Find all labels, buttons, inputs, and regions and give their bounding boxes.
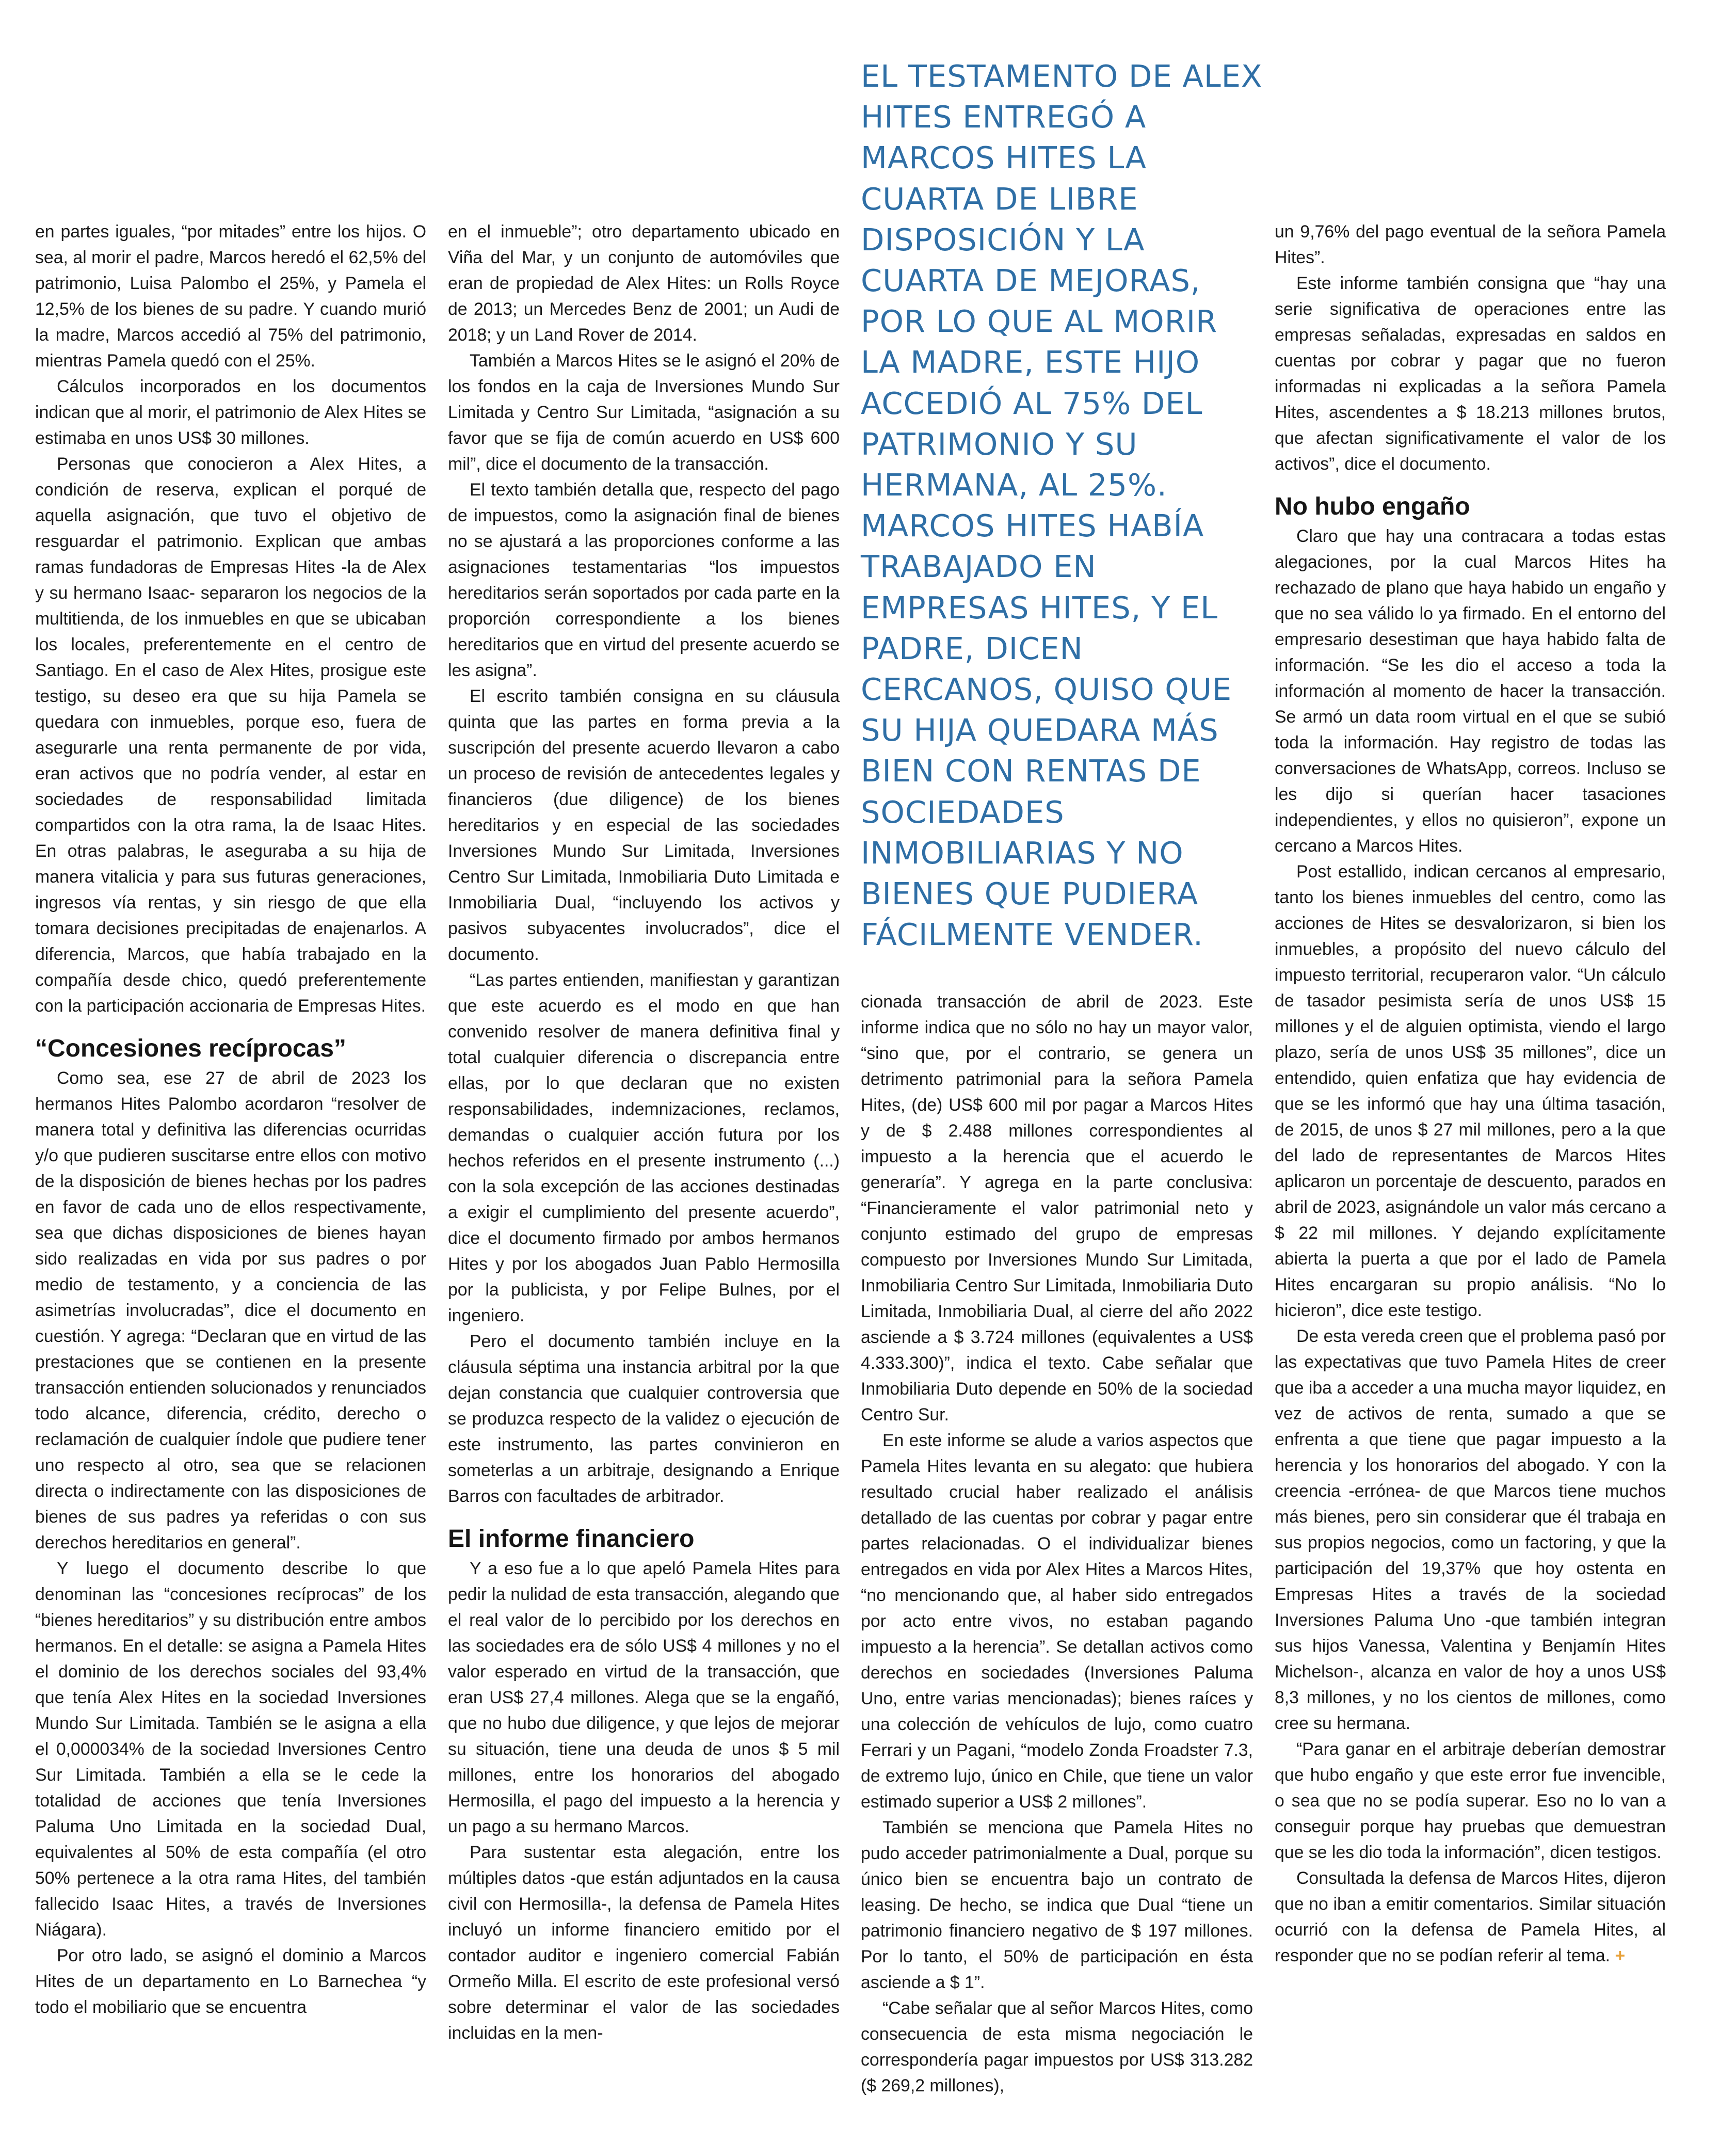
- section-heading: No hubo engaño: [1275, 493, 1470, 520]
- paragraph: El escrito también consigna en su cláusula quinta que las partes en forma previa a la suscripción del presente acuerdo llevaron a cabo un proceso de revisión de antecedentes legales y financieros (due diligence) de los bienes hereditarios y en especial de las sociedades Inversiones Mundo Sur Limitada, Inversiones Centro Sur Limitada, Inmobiliaria Duto Limitada e Inmobiliaria Dual, “incluyendo los activos y pasivos subyacentes involucrados”, dice el documento.: [448, 686, 840, 964]
- paragraph: También a Marcos Hites se le asignó el 20% de los fondos en la caja de Inversiones Mundo Sur Limitada y Centro Sur Limitada, “asignación a su favor que se fija de común acuerdo en US$ 600 mil”, dice el documento de la transacción.: [448, 351, 840, 474]
- section-heading: El informe financiero: [448, 1525, 695, 1553]
- paragraph: un 9,76% del pago eventual de la señora Pamela Hites”.: [1275, 222, 1666, 267]
- column-2: [448, 219, 840, 2046]
- paragraph: Personas que conocieron a Alex Hites, a condición de reserva, explican el porqué de aquella asignación, que tuvo el objetivo de resguardar el patrimonio. Explican que ambas ramas fundadoras de Empresas Hites -la de Alex y su hermano Isaac- separaron los negocios de la multitienda, de los inmuebles en que se ubicaban los locales, preferentemente en el centro de Santiago. En el caso de Alex Hites, prosigue este testigo, su deseo era que su hija Pamela se quedara con inmuebles, porque eso, fuera de asegurarle una renta permanente de por vida, eran activos que no podría vender, al estar en sociedades de responsabilidad limitada compartidos con la otra rama, la de Isaac Hites. En otras palabras, le aseguraba a su hija de manera vitalicia y para sus futuras generaciones, ingresos vía rentas, y sin riesgo de que ella tomara decisiones precipitadas de enajenarlos. A diferencia, Marcos, que había trabajado en la compañía desde chico, quedó preferentemente con la participación accionaria de Empresas Hites.: [35, 454, 426, 1016]
- paragraph: en partes iguales, “por mitades” entre los hijos. O sea, al morir el padre, Marcos heredó el 62,5% del patrimonio, Luisa Palombo el 25%, y Pamela el 12,5% de los bienes de su padre. Y cuando murió la madre, Marcos accedió al 75% del patrimonio, mientras Pamela quedó con el 25%.: [35, 222, 426, 371]
- paragraph: Este informe también consigna que “hay una serie significativa de operaciones entre las empresas señaladas, expresadas en saldos en cuentas por cobrar y pagar que no fueron informadas ni explicadas a la señora Pamela Hites, ascendentes a $ 18.213 millones brutos, que afectan significativamente el valor de los activos”, dice el documento.: [1275, 274, 1666, 474]
- paragraph: “Cabe señalar que al señor Marcos Hites, como consecuencia de esta misma negociación le correspondería pagar impuestos por US$ 313.282 ($ 269,2 millones),: [861, 1998, 1253, 2096]
- paragraph-final: [1275, 1865, 1666, 1969]
- paragraph: cionada transacción de abril de 2023. Este informe indica que no sólo no hay un mayor valor, “sino que, por el contrario, se genera un detrimento patrimonial para la señora Pamela Hites, (de) US$ 600 mil por pagar a Marcos Hites y de $ 2.488 millones correspondientes al impuesto a la herencia que el acuerdo le generaría”. Y agrega en la parte conclusiva: “Financieramente el valor patrimonial neto y conjunto estimado del grupo de empresas compuesto por Inversiones Mundo Sur Limitada, Inmobiliaria Centro Sur Limitada, Inmobiliaria Duto Limitada, Inmobiliaria Dual, al cierre del año 2022 asciende a $ 3.724 millones (equivalentes a US$ 4.333.300)”, indica el texto. Cabe señalar que Inmobiliaria Duto depende en 50% de la sociedad Centro Sur.: [861, 992, 1253, 1425]
- column-4: [1275, 219, 1666, 1969]
- paragraph: en el inmueble”; otro departamento ubicado en Viña del Mar, y un conjunto de automóviles que eran de propiedad de Alex Hites: un Rolls Royce de 2013; un Mercedes Benz de 2001; un Audi de 2018; y un Land Rover de 2014.: [448, 222, 840, 345]
- pull-quote: EL TESTAMENTO DE ALEX HITES ENTREGÓ A MARCOS HITES LA CUARTA DE LIBRE DISPOSICIÓN Y LA CUARTA DE MEJORAS, POR LO QUE AL MORIR LA MADRE, ESTE HIJO ACCEDIÓ AL 75% DEL PATRIMONIO Y SU HERMANA, AL 25%. MARCOS HITES HABÍA TRABAJADO EN EMPRESAS HITES, Y EL PADRE, DICEN CERCANOS, QUISO QUE SU HIJA QUEDARA MÁS BIEN CON RENTAS DE SOCIEDADES INMOBILIARIAS Y NO BIENES QUE PUDIERA FÁCILMENTE VENDER.: [861, 58, 1263, 953]
- paragraph: También se menciona que Pamela Hites no pudo acceder patrimonialmente a Dual, porque su único bien se encuentra bajo un contrato de leasing. De hecho, se indica que Dual “tiene un patrimonio financiero negativo de $ 197 millones. Por lo tanto, el 50% de participación en ésta asciende a $ 1”.: [861, 1818, 1253, 1992]
- paragraph: Pero el documento también incluye en la cláusula séptima una instancia arbitral por la que dejan constancia que cualquier controversia que se produzca respecto de la validez o ejecución de este instrumento, las partes convinieron en someterlas a un arbitraje, designando a Enrique Barros con facultades de arbitrador.: [448, 1332, 840, 1506]
- paragraph: Cálculos incorporados en los documentos indican que al morir, el patrimonio de Alex Hites se estimaba en unos US$ 30 millones.: [35, 377, 426, 448]
- paragraph: Post estallido, indican cercanos al empresario, tanto los bienes inmuebles del centro, como las acciones de Hites se desvalorizaron, si bien los inmuebles, a propósito del nuevo cálculo del impuesto territorial, recuperaron valor. “Un cálculo de tasador pesimista sería de unos US$ 15 millones y el de alguien optimista, viendo el largo plazo, sería de unos US$ 35 millones”, dice un entendido, quien enfatiza que hay evidencia de que se les informó que hay una última tasación, de 2015, de unos $ 27 mil millones, pero a la que del lado de representantes de Marcos Hites aplicaron un porcentaje de descuento, parados en abril de 2023, asignándole un valor más cercano a $ 22 mil millones. Y dejando explícitamente abierta la puerta a que por el lado de Pamela Hites encargaran su propio análisis. “No lo hicieron”, dice este testigo.: [1275, 862, 1666, 1320]
- end-mark-icon: +: [1615, 1946, 1626, 1965]
- paragraph: Y luego el documento describe lo que denominan las “concesiones recíprocas” de los “bienes hereditarios” y su distribución entre ambos hermanos. En el detalle: se asigna a Pamela Hites el dominio de los derechos sociales del 93,4% que tenía Alex Hites en la sociedad Inversiones Mundo Sur Limitada. También se le asigna a ella el 0,000034% de la sociedad Inversiones Centro Sur Limitada. También a ella se le cede la totalidad de acciones que tenía Inversiones Paluma Uno Limitada en la sociedad Dual, equivalentes al 50% de esta compañía (el otro 50% pertenece a la otra rama Hites, del también fallecido Isaac Hites, a través de Inversiones Niágara).: [35, 1559, 426, 1940]
- paragraph: El texto también detalla que, respecto del pago de impuestos, como la asignación final de bienes no se ajustará a las proporciones conforme a las asignaciones testamentarias “los impuestos hereditarios serán soportados por cada parte en la proporción correspondiente a los bienes hereditarios que en virtud del presente acuerdo se les asigna”.: [448, 480, 840, 680]
- paragraph: “Las partes entienden, manifiestan y garantizan que este acuerdo es el modo en que han convenido resolver de manera definitiva final y total cualquier diferencia o discrepancia entre ellas, por lo que declaran que no existen responsabilidades, indemnizaciones, reclamos, demandas o cualquier acción futura por los hechos referidos en el presente instrumento (...) con la sola excepción de las acciones destinadas a exigir el cumplimiento del presente acuerdo”, dice el documento firmado por ambos hermanos Hites y por los abogados Juan Pablo Hermosilla por la publicista, y por Felipe Bulnes, por el ingeniero.: [448, 970, 840, 1325]
- column-1: [35, 219, 426, 2020]
- paragraph: Por otro lado, se asignó el dominio a Marcos Hites de un departamento en Lo Barnechea “y todo el mobiliario que se encuentra: [35, 1946, 426, 2017]
- paragraph: “Para ganar en el arbitraje deberían demostrar que hubo engaño y que este error fue invencible, o sea que no se podía superar. Eso no lo van a conseguir porque hay pruebas que demuestran que se les dio toda la información”, dicen testigos.: [1275, 1739, 1666, 1862]
- paragraph: Para sustentar esta alegación, entre los múltiples datos -que están adjuntados en la causa civil con Hermosilla-, la defensa de Pamela Hites incluyó un informe financiero emitido por el contador auditor e ingeniero comercial Fabián Ormeño Milla. El escrito de este profesional versó sobre determinar el valor de las sociedades incluidas en la men-: [448, 1843, 840, 2043]
- paragraph: Claro que hay una contracara a todas estas alegaciones, por la cual Marcos Hites ha rechazado de plano que haya habido un engaño y que no sea válido lo ya firmado. En el entorno del empresario desestiman que haya habido falta de información. “Se les dio el acceso a toda la información al momento de hacer la transacción. Se armó un data room virtual en el que se subió toda la información. Hay registro de todas las conversaciones de WhatsApp, correos. Incluso se les dijo si querían hacer tasaciones independientes, y ellos no quisieron”, expone un cercano a Marcos Hites.: [1275, 526, 1666, 856]
- paragraph: Como sea, ese 27 de abril de 2023 los hermanos Hites Palombo acordaron “resolver de manera total y definitiva las diferencias ocurridas y/o que pudieren suscitarse entre ellos con motivo de la disposición de bienes hechas por los padres en favor de cada uno de ellos respectivamente, sea que dichas disposiciones de bienes hayan sido realizadas en vida por sus padres o por medio de testamento, y a conciencia de las asimetrías involucradas”, dice el documento en cuestión. Y agrega: “Declaran que en virtud de las prestaciones que se contienen en la presente transacción entienden solucionados y renunciados todo alcance, diferencia, crédito, derecho o reclamación de cualquier índole que pudiere tener uno respecto al otro, sea que se relacionen directa o indirectamente con las disposiciones de bienes de sus padres ya referidas o con sus derechos hereditarios en general”.: [35, 1068, 426, 1553]
- paragraph: De esta vereda creen que el problema pasó por las expectativas que tuvo Pamela Hites de creer que iba a acceder a una mucha mayor liquidez, en vez de activos de renta, sumado a que se enfrenta a que tiene que pagar impuesto a la herencia y los honorarios del abogado. Y con la creencia -errónea- de que Marcos tiene muchos más bienes, pero sin considerar que él trabaja en sus propios negocios, como un factoring, y que la participación del 19,37% que hoy ostenta en Empresas Hites a través de la sociedad Inversiones Paluma Uno -que también integran sus hijos Vanessa, Valentina y Benjamín Hites Michelson-, alcanza en valor de hoy a unos US$ 8,3 millones, y no los cientos de millones, como cree su hermana.: [1275, 1326, 1666, 1733]
- paragraph-final-text: Consultada la defensa de Marcos Hites, dijeron que no iban a emitir comentarios. Similar situación ocurrió con la defensa de Pamela Hites, al responder que no se podían referir al tema.: [1275, 1868, 1666, 1965]
- paragraph: Y a eso fue a lo que apeló Pamela Hites para pedir la nulidad de esta transacción, alegando que el real valor de lo percibido por los derechos en las sociedades era de sólo US$ 4 millones y no el valor esperado en virtud de la transacción, que eran US$ 27,4 millones. Alega que se la engañó, que no hubo due diligence, y que lejos de mejorar su situación, tiene una deuda de unos $ 5 mil millones, entre los honorarios del abogado Hermosilla, el pago del impuesto a la herencia y un pago a su hermano Marcos.: [448, 1559, 840, 1836]
- section-heading: “Concesiones recíprocas”: [35, 1035, 346, 1062]
- paragraph: En este informe se alude a varios aspectos que Pamela Hites levanta en su alegato: que hubiera resultado crucial haber realizado el análisis detallado de las cuentas por cobrar y pagar entre partes relacionadas. O el individualizar bienes entregados en vida por Alex Hites a Marcos Hites, “no mencionando que, al haber sido entregados por acto entre vivos, no estaban pagando impuesto a la herencia”. Se detallan activos como derechos en sociedades (Inversiones Paluma Uno, entre varias mencionadas); bienes raíces y una colección de vehículos de lujo, como cuatro Ferrari y un Pagani, “modelo Zonda Froadster 7.3, de extremo lujo, único en Chile, que tiene un valor estimado superior a US$ 2 millones”.: [861, 1431, 1253, 1812]
- column-3: [861, 989, 1253, 2099]
